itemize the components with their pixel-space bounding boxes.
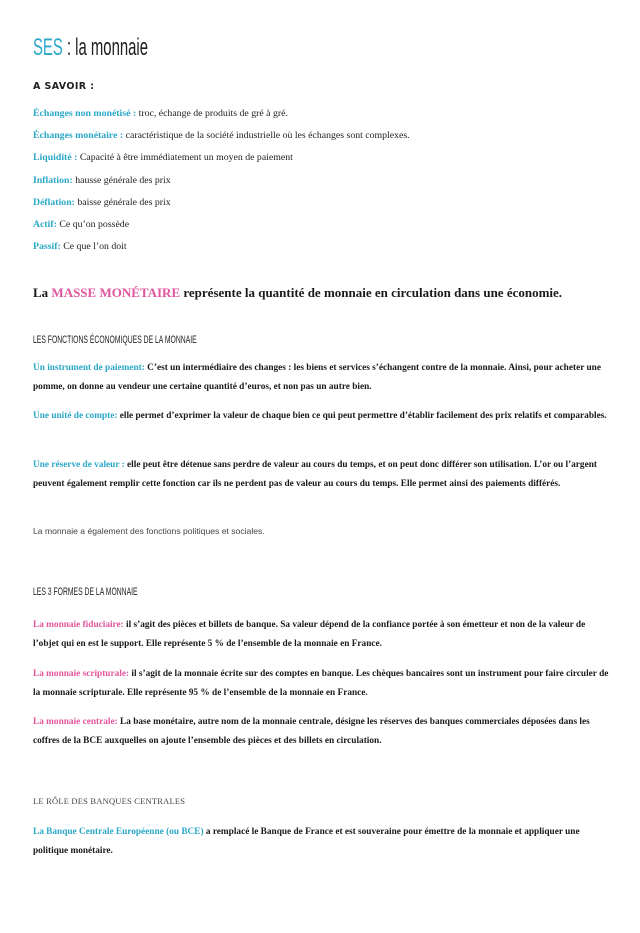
paragraph-forme: [33, 616, 611, 653]
paragraph-text: elle permet d’exprimer la valeur de chaque bien ce qui peut permettre d’établir facilement des prix relatifs et comparables.: [117, 411, 607, 421]
paragraph-fonction: [33, 407, 611, 426]
definition-item: [33, 125, 613, 147]
section-heading-banques-centrales: LE RÔLE DES BANQUES CENTRALES: [33, 796, 186, 806]
paragraph-term: Une réserve de valeur :: [33, 460, 125, 470]
masse-highlight: MASSE MONÉTAIRE: [51, 285, 181, 300]
definition-text: troc, échange de produits de gré à gré.: [136, 108, 288, 119]
definition-item: [33, 147, 613, 169]
paragraph-text: C’est un intermédiaire des changes : les biens et services s’échangent contre de la monnaie. Ainsi, pour acheter une pomme, on donne au vendeur une certaine quantité d’euros, et non pas un autre bien.: [33, 363, 601, 392]
definition-text: baisse générale des prix: [74, 196, 171, 208]
section-heading-fonctions: LES FONCTIONS ÉCONOMIQUES DE LA MONNAIE: [33, 334, 197, 346]
definition-text: Ce qu’on possède: [56, 218, 130, 230]
paragraph-forme: [33, 665, 611, 702]
paragraph-text: il s’agit de la monnaie écrite sur des comptes en banque. Les chèques bancaires sont un instrument pour faire circuler de la monnaie scripturale. Elle représente 95 % de l’ensemble de la monnaie en France.: [33, 669, 609, 698]
paragraph-text: a remplacé le Banque de France et est souveraine pour émettre de la monnaie et appliquer une politique monétaire.: [33, 827, 580, 856]
definition-term: Déflation:: [33, 196, 75, 208]
definition-text: caractéristique de la société industrielle où les échanges sont complexes.: [123, 130, 410, 142]
paragraph-fonction: [33, 456, 611, 493]
definition-term: Échanges monétaire :: [33, 130, 124, 142]
definition-text: Capacité à être immédiatement un moyen de paiement: [77, 152, 293, 164]
paragraph-text: elle peut être détenue sans perdre de valeur au cours du temps, et on peut donc différer son utilisation. L’or ou l’argent peuvent également remplir cette fonction car ils ne perdent pas de valeur au cours du temps. Elle permet ainsi des paiements différés.: [33, 460, 597, 489]
definitions-list: [33, 103, 613, 258]
paragraph-bce: [33, 823, 611, 860]
paragraph-term: La monnaie fiduciaire:: [33, 620, 124, 630]
masse-before: La: [33, 285, 52, 300]
paragraph-term: La Banque Centrale Européenne (ou BCE): [33, 827, 204, 837]
title-accent: SES: [33, 34, 63, 61]
definition-item: [33, 192, 613, 214]
definition-text: Ce que l’on doit: [60, 241, 127, 253]
definition-term: Échanges non monétisé :: [33, 108, 137, 119]
fonctions-note: La monnaie a également des fonctions politiques et sociales.: [33, 526, 265, 536]
paragraph-term: Une unité de compte:: [33, 411, 118, 421]
paragraph-fonction: [33, 359, 611, 396]
paragraph-text: il s’agit des pièces et billets de banque. Sa valeur dépend de la confiance portée à son émetteur et non de la valeur de l’objet qui en est le support. Elle représente 5 % de l’ensemble de la monnaie en France.: [33, 620, 586, 649]
paragraph-text: La base monétaire, autre nom de la monnaie centrale, désigne les réserves des banques commerciales déposées dans les coffres de la BCE auxquelles on ajoute l’ensemble des pièces et des billets en circulation.: [33, 717, 590, 746]
definition-term: Liquidité :: [33, 152, 78, 164]
definition-term: Actif:: [33, 218, 57, 230]
title-rest: : la monnaie: [62, 34, 148, 61]
paragraph-term: La monnaie scripturale:: [33, 669, 130, 679]
paragraph-term: La monnaie centrale:: [33, 717, 118, 727]
definition-text: hausse générale des prix: [72, 174, 171, 186]
definition-item: [33, 170, 613, 192]
masse-after: représente la quantité de monnaie en circulation dans une économie.: [180, 285, 563, 300]
definition-term: Passif:: [33, 241, 61, 253]
page-title: [33, 34, 148, 62]
definition-item: [33, 103, 613, 125]
definition-term: Inflation:: [33, 174, 73, 186]
definition-item: [33, 236, 613, 258]
paragraph-forme: [33, 713, 611, 750]
masse-monetaire-statement: [33, 284, 562, 302]
paragraph-term: Un instrument de paiement:: [33, 363, 145, 373]
a-savoir-heading: A SAVOIR :: [33, 81, 95, 92]
definition-item: [33, 214, 613, 236]
section-heading-formes: LES 3 FORMES DE LA MONNAIE: [33, 586, 138, 598]
